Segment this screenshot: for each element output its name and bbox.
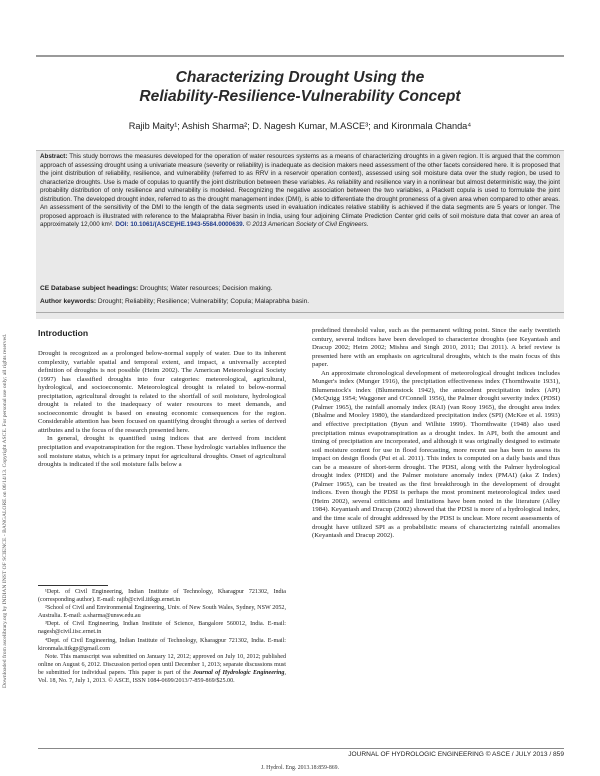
left-column (38, 350, 286, 470)
abstract (40, 153, 560, 230)
footnotes (38, 588, 286, 685)
paper-title (40, 68, 560, 106)
author-list: Rajib Maity¹; Ashish Sharma²; D. Nagesh Kumar, M.ASCE³; and Kironmala Chanda⁴ (128, 121, 472, 131)
right-column (312, 327, 560, 541)
top-rule (36, 55, 564, 57)
footnote-3: ³Dept. of Civil Engineering, Indian Institute of Science, Bangalore 560012, India. E-mail: nagesh@civil.iisc.ernet.in (38, 621, 286, 636)
journal-footer: JOURNAL OF HYDROLOGIC ENGINEERING © ASCE / JULY 2013 / 859 (348, 751, 564, 758)
intro-paragraph-2: In general, drought is quantified using indices that are derived from incident precipitation and evapotranspiration for the region. These hydrologic variables influence the soil moisture status, which is a primary input for agricultural droughts. Onset of agricultural droughts is indicated if the soil moisture falls below a (38, 435, 286, 469)
ce-headings (40, 285, 560, 292)
journal-name: Journal of Hydrologic Engineering (192, 669, 285, 676)
footer-rule (38, 748, 564, 749)
abstract-label: Abstract: (40, 153, 68, 160)
ce-text: Droughts; Water resources; Decision making. (138, 285, 273, 292)
doi-link[interactable]: DOI: 10.1061/(ASCE)HE.1943-5584.0000639. (115, 221, 245, 229)
keywords-text: Drought; Reliability; Resilience; Vulnerability; Copula; Malaprabha basin. (96, 298, 310, 305)
citation-line: J. Hydrol. Eng. 2013.18:859-869. (261, 765, 339, 771)
download-sidebar (2, 128, 14, 688)
footnote-1: ¹Dept. of Civil Engineering, Indian Institute of Technology, Kharagpur 721302, India (corresponding author). E-mail: rajib@civil.iitkgp.ernet.in (38, 589, 286, 604)
note-tail: , Vol. 18, No. 7, July 1, 2013. © ASCE, ISSN 1084-0699/2013/7-859-869/$25.00. (38, 669, 286, 685)
intro-paragraph-1: Drought is recognized as a prolonged below-normal supply of water. Due to its inherent complexity, variable spatial and temporal extent, and impact, a universally accepted definition of droughts is not possible (Heim 2002). The American Meteorological Society (1997) has classified droughts into four categories: meteorological, agricultural, hydrological, and socioeconomic. Meteorological drought is related to below-normal precipitation, agricultural drought is related to the shortfall of soil moisture, hydrological drought is related to the inadequacy of water resources to meet demands, and socioeconomic drought is based on ensuing economic consequences for the region. Considerable attention has been focused on quantifying drought through a series of derived attributes and is the focus of the research presented here. (38, 350, 286, 434)
keywords-label: Author keywords: (40, 298, 97, 305)
right-paragraph-2: An approximate chronological development of meteorological drought indices includes Munger's index (Munger 1916), the precipitation effectiveness index (Thornthwaite 1931), Blumenstock's index (Blumenstock 1942), the antecedent precipitation index (API) (McQuigg 1954; Waggoner and O'Connell 1956), the Palmer drought severity index (PDSI) (Palmer 1965), the rainfall anomaly index (RAI) (van Rooy 1965), the drought area index (Bhalme and Mooley 1980), the standardized precipitation index (SPI) (McKee et al. 1993) and effective precipitation (Byun and Wilhite 1999). Thornthwaite (1948) also used precipitation minus evapotranspiration as a drought index. In API, both the amount and timing of precipitation are incorporated, and although it was originally designed to estimate soil moisture content for use in flood forecasting, more recent use has been to assess its impact on design floods (Pui et al. 2011). This index is computed on a daily basis and thus can be a measure of short-term drought. The PDSI, along with the Palmer hydrological drought index (PHDI) and the Palmer moisture anomaly index (PMAI) (aka Z Index) (Palmer 1965), can be treated as the first breakthrough in the development of drought indices. Even though the PDSI is perhaps the most prominent meteorological index used (Heim 2002), several criticisms and limitations have been noted in the literature (Alley 1984). Keyantash and Dracup (2002) showed that the PDSI is more of a hydrological index, and the time scale of drought addressed by the PDSI is unclear. More recent assessments of drought have utilized SPI as a probabilistic means of characterizing rainfall anomalies (Keyantash and Dracup 2002). (312, 369, 560, 540)
note-text: Note. This manuscript was submitted on January 12, 2012; approved on July 10, 2012; published online on August 6, 2012. Discussion period open until December 1, 2013; separate discussions must be submitted for individual papers. This paper is part of the (38, 653, 286, 676)
ce-label: CE Database subject headings: (40, 285, 139, 292)
footnote-rule (38, 585, 108, 586)
manuscript-note (38, 653, 286, 685)
title-line-2: Reliability-Resilience-Vulnerability Concept (139, 88, 461, 105)
author-keywords (40, 298, 560, 305)
right-paragraph-1: predefined threshold value, such as the permanent wilting point. Since the early twentieth century, several indices have been developed to characterize droughts (see Keyantash and Dracup 2002; Heim 2002; Mishra and Singh 2010, 2011; Dai 2011). A brief review is presented here with an emphasis on agricultural droughts, which is the main focus of this paper. (312, 327, 560, 369)
sidebar-text: Downloaded from ascelibrary.org by INDIAN INST OF SCIENCE - BANGALORE on 06/14/13. Copyright ASCE. For personal use only; all rights reserved. (2, 333, 8, 688)
abstract-bottom-rule (36, 312, 564, 313)
footnote-4: ⁴Dept. of Civil Engineering, Indian Institute of Technology, Kharagpur 721302, India. E-mail: kironmala.iitkgp@gmail.com (38, 637, 286, 652)
intro-heading: Introduction (38, 328, 89, 338)
abstract-text: This study borrows the measures developed for the operation of water resources systems as a means of characterizing droughts in a given region. It is argued that the common approach of assessing drought using a univariate measure (severity or reliability) is inadequate as decision makers need assessment of the other facets considered here. It is proposed that the joint distribution of reliability, resilience, and vulnerability (referred to as RRV in a reservoir operation context), assessed using soil moisture data over the study region, be used to characterize droughts. Use is made of copulas to quantify the joint distribution between these variables. As reliability and resilience vary in a nonlinear but almost deterministic way, the joint probability distribution of only resilience and vulnerability is modeled. Recognizing the negative association between the two variables, a Plackett copula is used to formulate the joint distribution. The developed drought index, referred to as the drought management index (DMI), is able to differentiate the drought proneness of a given area when compared to other areas. An assessment of the sensitivity of the DMI to the length of the data segments used in evaluation indicates relative stability is achieved if the data segments are 5 years or longer. The proposed approach is illustrated with reference to the Malaprabha River basin in India, using four adjoining Climate Prediction Center grid cells of soil moisture data that cover an area of approximately 12,000 km². (40, 153, 560, 229)
footnote-2: ²School of Civil and Environmental Engineering, Univ. of New South Wales, Sydney, NSW 2052, Australia. E-mail: a.sharma@unsw.edu.au (38, 605, 286, 620)
copyright-text: © 2013 American Society of Civil Engineers. (244, 221, 369, 229)
title-line-1: Characterizing Drought Using the (175, 69, 425, 86)
